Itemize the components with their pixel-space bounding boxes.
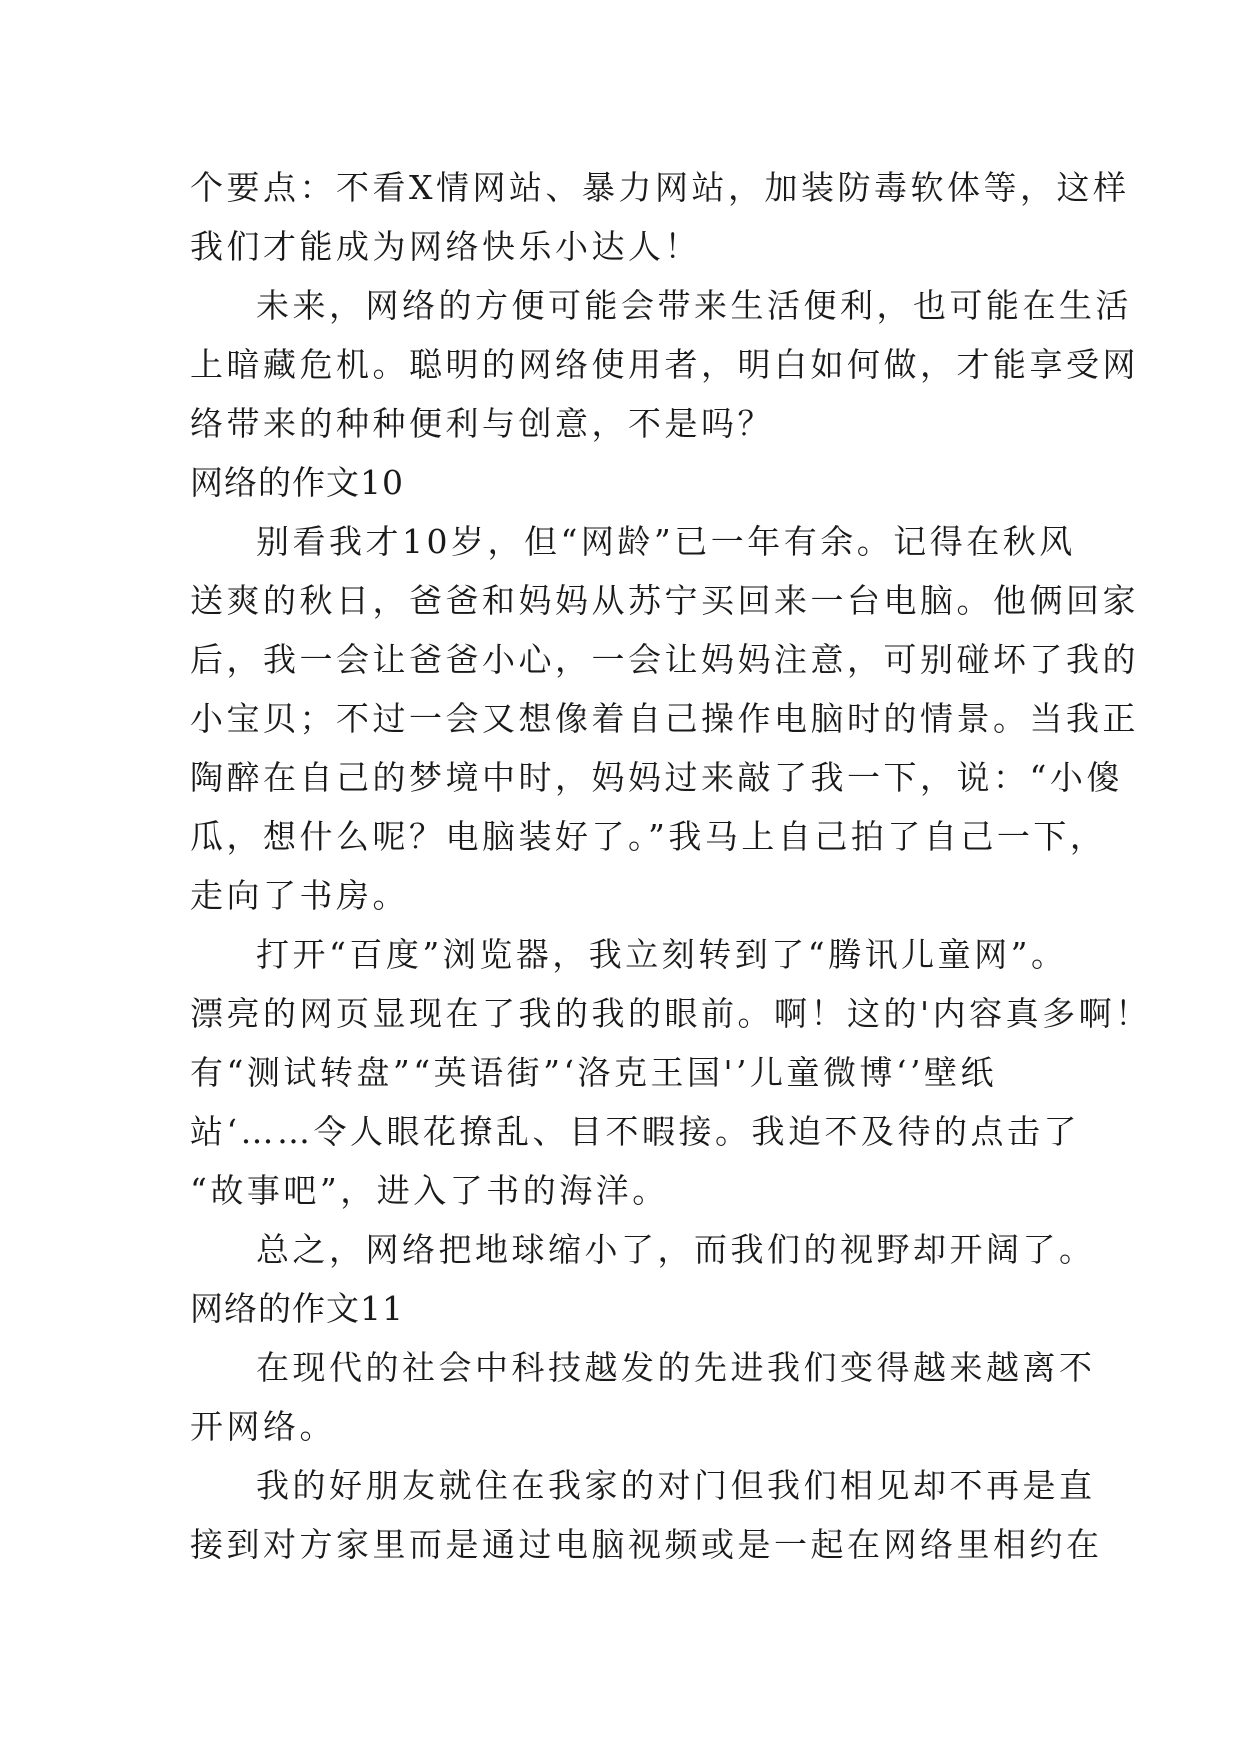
text-line: 有“测试转盘”“英语街”‘洛克王国'’儿童微博‘’壁纸 [190,1053,998,1092]
text-line: 开网络。 [190,1407,336,1446]
section-heading: 网络的作文10 [190,463,404,502]
text-line: 小宝贝；不过一会又想像着自己操作电脑时的情景。当我正 [190,699,1139,738]
text-line: 络带来的种种便利与创意，不是吗？ [190,404,774,443]
text-line: 我们才能成为网络快乐小达人！ [190,227,701,266]
text-line: 瓜，想什么呢？电脑装好了。”我马上自己拍了自己一下， [190,817,1107,856]
text-line: 未来，网络的方便可能会带来生活便利，也可能在生活 [256,286,1132,325]
text-line: 后，我一会让爸爸小心，一会让妈妈注意，可别碰坏了我的 [190,640,1139,679]
section-heading: 网络的作文11 [190,1289,404,1328]
document-body [190,158,1152,1574]
text-line: 别看我才10岁，但“网龄”已一年有余。记得在秋风 [256,522,1076,561]
text-line: 总之，网络把地球缩小了，而我们的视野却开阔了。 [256,1230,1096,1269]
text-line: 站‘……令人眼花撩乱、目不暇接。我迫不及待的点击了 [190,1112,1080,1151]
text-line: 打开“百度”浏览器，我立刻转到了“腾讯儿童网”。 [256,935,1068,974]
text-line: 个要点：不看X情网站、暴力网站，加装防毒软体等，这样 [190,168,1130,207]
text-line: 在现代的社会中科技越发的先进我们变得越来越离不 [256,1348,1096,1387]
text-line: 漂亮的网页显现在了我的我的眼前。啊！这的'内容真多啊！ [190,994,1152,1033]
text-line: 陶醉在自己的梦境中时，妈妈过来敲了我一下，说：“小傻 [190,758,1123,797]
text-line: 走向了书房。 [190,876,409,915]
text-line: “故事吧”，进入了书的海洋。 [190,1171,669,1210]
text-line: 上暗藏危机。聪明的网络使用者，明白如何做，才能享受网 [190,345,1139,384]
text-line: 我的好朋友就住在我家的对门但我们相见却不再是直 [256,1466,1096,1505]
text-line: 接到对方家里而是通过电脑视频或是一起在网络里相约在 [190,1525,1103,1564]
text-line: 送爽的秋日，爸爸和妈妈从苏宁买回来一台电脑。他俩回家 [190,581,1139,620]
